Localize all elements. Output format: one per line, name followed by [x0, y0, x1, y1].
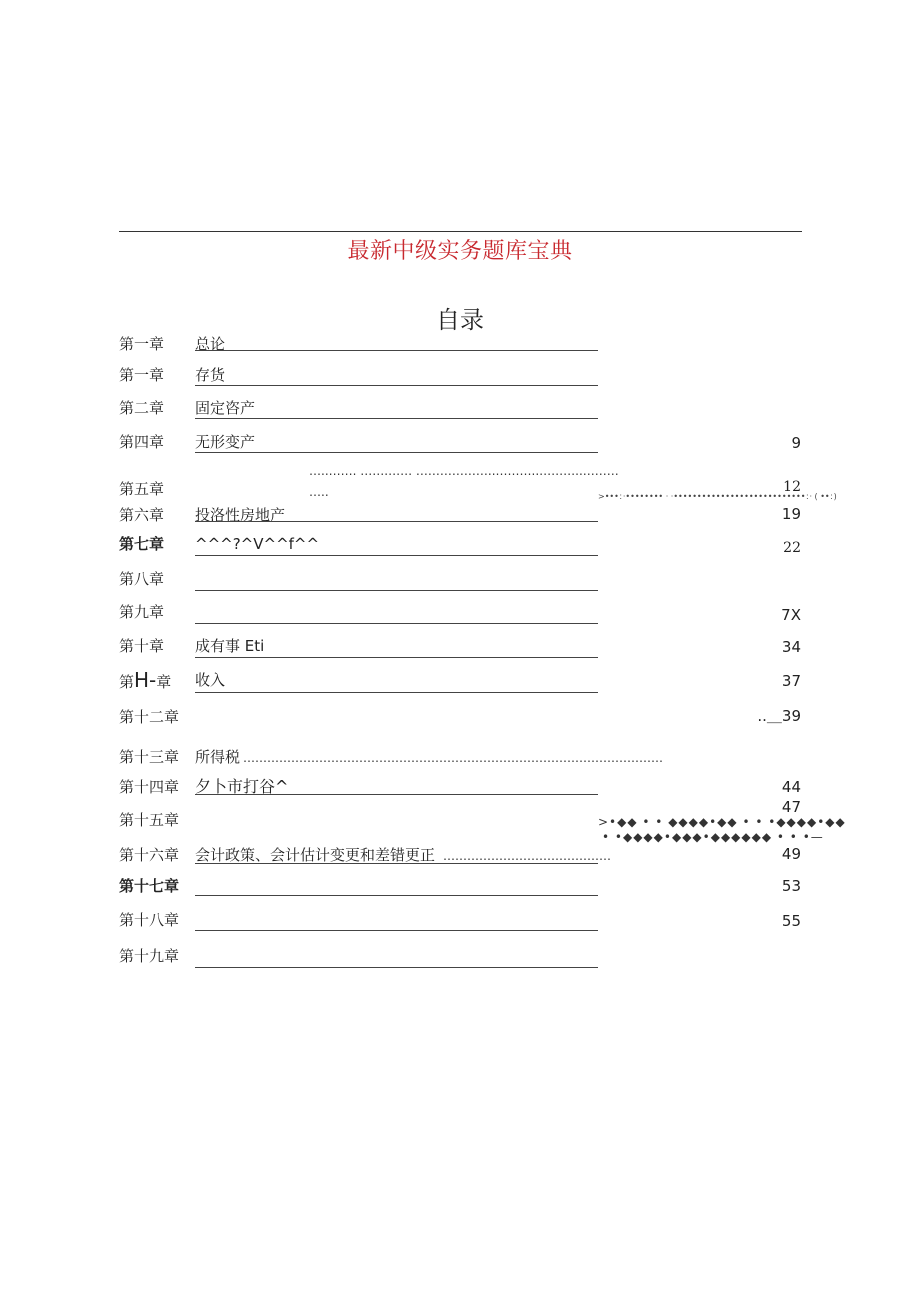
- chapter-number: 第十八章: [119, 911, 180, 929]
- page-number: 9: [791, 434, 801, 452]
- page-number: 53: [781, 877, 801, 895]
- underline: [195, 895, 598, 896]
- page-number: 19: [781, 505, 801, 523]
- chapter-prefix: 第: [119, 673, 135, 691]
- toc-row: [0, 670, 920, 694]
- toc-row: [0, 534, 920, 558]
- dot-leader: …..: [309, 485, 329, 499]
- toc-row: [0, 747, 920, 771]
- underline: [195, 863, 598, 864]
- chapter-number: 第十二章: [119, 708, 180, 726]
- underline: [195, 967, 598, 968]
- toc-row: [0, 602, 920, 626]
- chapter-number: 第一章: [119, 366, 165, 384]
- chapter-number: 第十四章: [119, 778, 180, 796]
- chapter-number: [119, 670, 171, 692]
- underline: [195, 350, 598, 351]
- toc-row: [0, 845, 920, 869]
- page-number: 44: [781, 778, 801, 796]
- chapter-number: 第七章: [119, 535, 165, 553]
- header-rule: [119, 231, 802, 232]
- page-number: 12: [783, 479, 801, 495]
- underline: [195, 418, 598, 419]
- page-number: 49: [781, 845, 801, 863]
- chapter-number: 第十六章: [119, 846, 180, 864]
- toc-row: [0, 334, 920, 358]
- document-title: 最新中级实务题库宝典: [347, 239, 573, 264]
- dot-leader: ……………………………………: [443, 849, 611, 863]
- chapter-suffix: 章: [156, 673, 172, 691]
- chapter-number: 第十七章: [119, 877, 180, 895]
- toc-row: [0, 876, 920, 900]
- chapter-number: 第四章: [119, 433, 165, 451]
- dot-leader: ……………………………………………………………………………………………: [243, 751, 663, 765]
- toc-row: [0, 636, 920, 660]
- chapter-title: 无形变产: [195, 433, 256, 451]
- chapter-title: 夕卜市打谷^: [195, 777, 289, 796]
- underline: [195, 452, 598, 453]
- underline: [195, 590, 598, 591]
- chapter-number: 第六章: [119, 506, 165, 524]
- chapter-number: 第二章: [119, 399, 165, 417]
- chapter-mid: H-: [134, 668, 157, 692]
- page-number: ..＿39: [757, 707, 801, 725]
- chapter-title: 成有事 Eti: [195, 637, 265, 655]
- toc-row: [0, 505, 920, 529]
- chapter-title: ^^^?^V^^f^^: [195, 535, 320, 553]
- underline: [195, 657, 598, 658]
- chapter-title: 所得税: [195, 748, 241, 766]
- chapter-title: 收入: [195, 671, 226, 689]
- toc-row: [0, 398, 920, 422]
- toc-row: [0, 365, 920, 389]
- underline: [195, 930, 598, 931]
- chapter-number: 第十五章: [119, 811, 180, 829]
- dot-leader: …..……. …….…… ………………..………..………..………: [309, 464, 619, 478]
- chapter-number: 第一章: [119, 335, 165, 353]
- toc-row: [0, 432, 920, 456]
- chapter-title: 会计政策、会计估计变更和差错更正: [195, 846, 436, 864]
- toc-row: [0, 707, 920, 731]
- underline: [195, 623, 598, 624]
- chapter-number: 第九章: [119, 603, 165, 621]
- scan-noise: >•◆◆ • • ◆◆◆◆•◆◆ • • •◆◆◆◆•◆◆: [598, 815, 846, 829]
- page-number: 7X: [781, 606, 801, 624]
- toc-row: [0, 946, 920, 970]
- underline: [195, 692, 598, 693]
- chapter-number: 第十章: [119, 637, 165, 655]
- toc-heading: 自录: [436, 306, 484, 334]
- scan-noise: • •◆◆◆◆•◆◆◆•◆◆◆◆◆◆ • • •—: [602, 830, 824, 844]
- toc-row: [0, 569, 920, 593]
- chapter-title: 投洛性房地产: [195, 506, 286, 524]
- page-number: 22: [783, 540, 801, 556]
- toc-row: [0, 910, 920, 934]
- underline: [195, 521, 598, 522]
- underline: [195, 555, 598, 556]
- page-number: 55: [781, 912, 801, 930]
- chapter-title: 总论: [195, 335, 226, 353]
- chapter-title: 固定咨产: [195, 399, 256, 417]
- scan-noise: >•••：·•••••••• · ·••••••••••••••••••••••••••••：· ( ••：): [598, 492, 837, 501]
- page-number: 37: [781, 672, 801, 690]
- chapter-number: 第五章: [119, 480, 165, 498]
- chapter-number: 第十三章: [119, 748, 180, 766]
- underline: [195, 385, 598, 386]
- underline: [195, 794, 598, 795]
- chapter-number: 第八章: [119, 570, 165, 588]
- page-number: 34: [781, 638, 801, 656]
- chapter-title: 存货: [195, 366, 226, 384]
- chapter-number: 第十九章: [119, 947, 180, 965]
- page-number: 47: [781, 798, 801, 816]
